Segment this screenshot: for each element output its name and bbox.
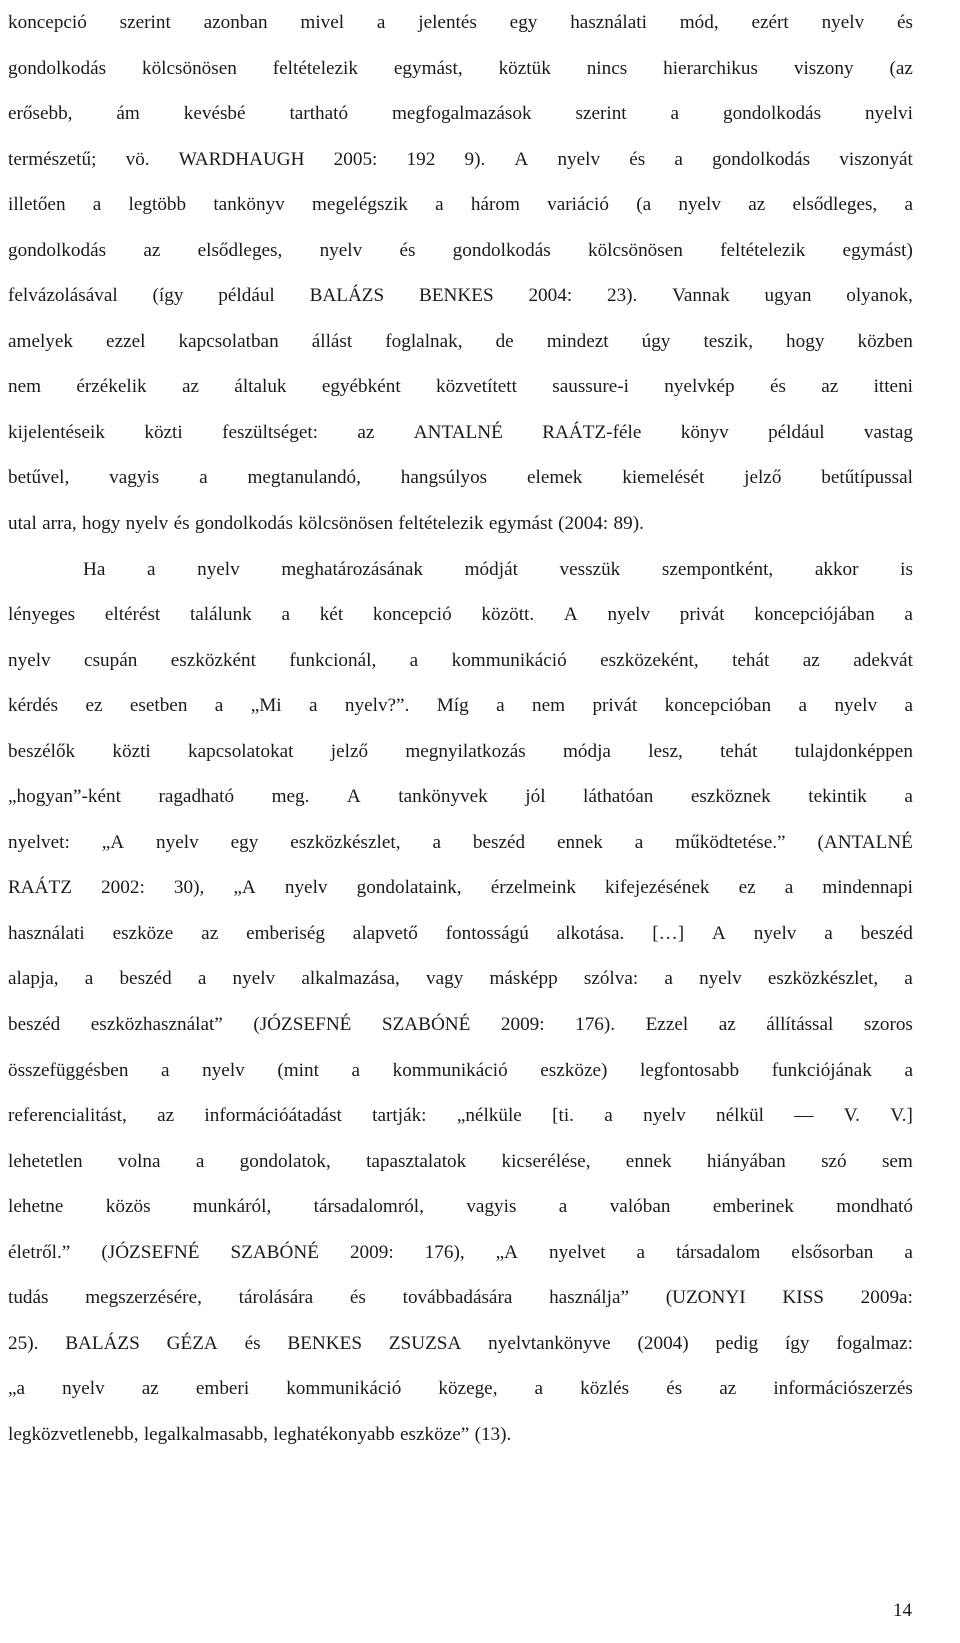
text-line: koncepció szerint azonban mivel a jelentés egy használati mód, ezért nyelv és [8, 12, 913, 33]
text-line: kérdés ez esetben a „Mi a nyelv?”. Míg a nem privát koncepcióban a nyelv a [8, 695, 913, 717]
text-line: erősebb, ám kevésbé tartható megfogalmazások szerint a gondolkodás nyelvi [8, 103, 913, 125]
text-line: természetű; vö. WARDHAUGH 2005: 192 9). A nyelv és a gondolkodás viszonyát [8, 148, 913, 170]
text-line: kijelentéseik közti feszültséget: az ANTALNÉ RAÁTZ-féle könyv például vastag [8, 421, 913, 443]
paragraph-2 [8, 547, 913, 1458]
text-line: 25). BALÁZS GÉZA és BENKES ZSUZSA nyelvtankönyve (2004) pedig így fogalmaz: [8, 1332, 913, 1354]
page-number: 14 [893, 1600, 912, 1621]
text-line: felvázolásával (így például BALÁZS BENKES 2004: 23). Vannak ugyan olyanok, [8, 285, 913, 307]
text-line: használati eszköze az emberiség alapvető fontosságú alkotása. […] A nyelv a beszéd [8, 922, 913, 944]
text-line: utal arra, hogy nyelv és gondolkodás kölcsönösen feltételezik egymást (2004: 89). [8, 513, 644, 535]
text-line: gondolkodás az elsődleges, nyelv és gondolkodás kölcsönösen feltételezik egymást) [8, 239, 913, 261]
paragraph-1 [8, 0, 913, 547]
text-line: legközvetlenebb, legalkalmasabb, leghatékonyabb eszköze” (13). [8, 1423, 512, 1445]
text-line: lényeges eltérést találunk a két koncepció között. A nyelv privát koncepciójában a [8, 604, 913, 626]
text-line: amelyek ezzel kapcsolatban állást foglalnak, de mindezt úgy teszik, hogy közben [8, 330, 913, 352]
document-body [8, 0, 913, 1458]
text-line: alapja, a beszéd a nyelv alkalmazása, vagy másképp szólva: a nyelv eszközkészlet, a [8, 968, 913, 990]
text-line: életről.” (JÓZSEFNÉ SZABÓNÉ 2009: 176), „A nyelvet a társadalom elsősorban a [8, 1241, 913, 1263]
text-line: összefüggésben a nyelv (mint a kommunikáció eszköze) legfontosabb funkciójának a [8, 1059, 913, 1081]
text-line: beszéd eszközhasználat” (JÓZSEFNÉ SZABÓNÉ 2009: 176). Ezzel az állítással szoros [8, 1014, 913, 1036]
text-line: Ha a nyelv meghatározásának módját vesszük szempontként, akkor is [83, 558, 913, 580]
text-line: illetően a legtöbb tankönyv megelégszik a három variáció (a nyelv az elsődleges, a [8, 194, 913, 216]
text-line: tudás megszerzésére, tárolására és továbbadására használja” (UZONYI KISS 2009a: [8, 1287, 913, 1309]
text-line: lehetne közös munkáról, társadalomról, vagyis a valóban emberinek mondható [8, 1196, 913, 1218]
text-line: nem érzékelik az általuk egyébként közvetített saussure-i nyelvkép és az itteni [8, 376, 913, 398]
text-line: RAÁTZ 2002: 30), „A nyelv gondolataink, érzelmeink kifejezésének ez a mindennapi [8, 877, 913, 899]
text-line: referencialitást, az információátadást tartják: „nélküle [ti. a nyelv nélkül — V. V.] [8, 1105, 913, 1127]
text-line: nyelv csupán eszközként funkcionál, a kommunikáció eszközeként, tehát az adekvát [8, 649, 913, 671]
text-line: gondolkodás kölcsönösen feltételezik egymást, köztük nincs hierarchikus viszony (az [8, 57, 913, 79]
text-line: „a nyelv az emberi kommunikáció közege, a közlés és az információszerzés [8, 1378, 913, 1400]
text-line: nyelvet: „A nyelv egy eszközkészlet, a beszéd ennek a működtetése.” (ANTALNÉ [8, 831, 913, 853]
text-line: lehetetlen volna a gondolatok, tapasztalatok kicserélése, ennek hiányában szó sem [8, 1150, 913, 1172]
text-line: „hogyan”-ként ragadható meg. A tankönyvek jól láthatóan eszköznek tekintik a [8, 786, 913, 808]
text-line: betűvel, vagyis a megtanulandó, hangsúlyos elemek kiemelését jelző betűtípussal [8, 467, 913, 489]
text-line: beszélők közti kapcsolatokat jelző megnyilatkozás módja lesz, tehát tulajdonképpen [8, 740, 913, 762]
